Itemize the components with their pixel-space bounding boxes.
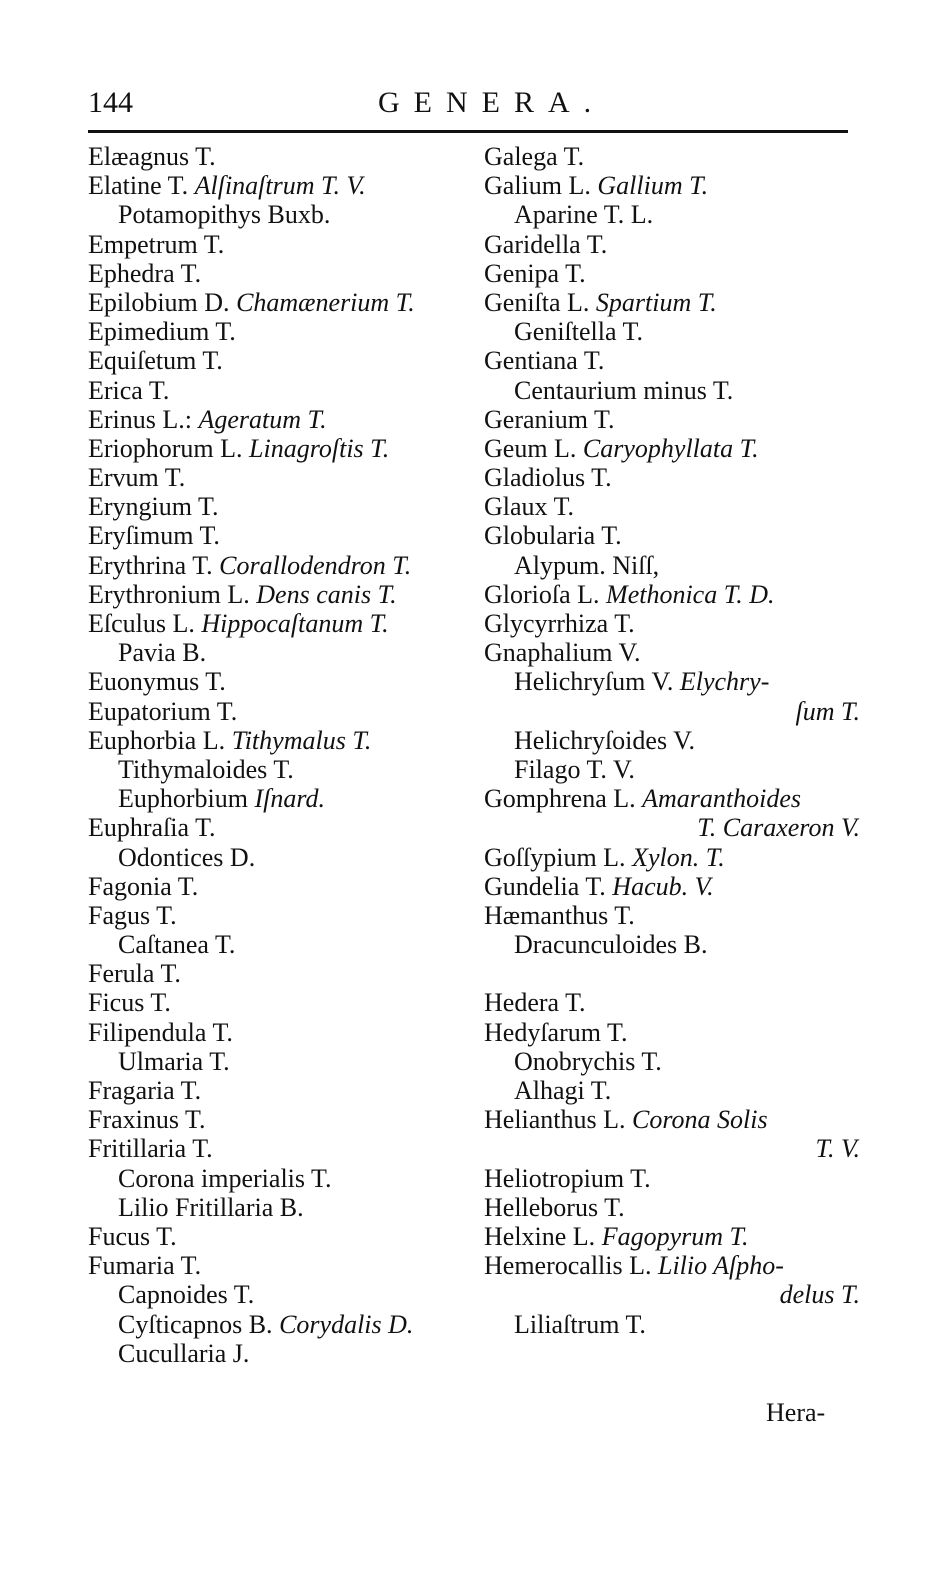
genus-name: Genipa T. xyxy=(484,258,586,288)
genus-entry xyxy=(484,609,864,638)
genus-name: Ferula T. xyxy=(88,959,181,989)
genus-name: Centaurium minus T. xyxy=(514,375,734,405)
page-header xyxy=(88,86,848,126)
genus-name: Alhagi T. xyxy=(514,1076,612,1105)
genus-name: Euphraſia T. xyxy=(88,813,216,843)
synonym-name: Xylon. T. xyxy=(632,842,725,872)
genus-name: Equiſetum T. xyxy=(88,346,223,376)
genus-entry xyxy=(88,346,473,375)
genus-name: Geranium T. xyxy=(484,404,615,434)
genus-entry xyxy=(88,609,473,638)
genus-name: Euonymus T. xyxy=(88,667,226,697)
genus-name: Gnaphalium V. xyxy=(484,638,641,668)
genus-name: Glorioſa L. xyxy=(484,579,600,609)
genus-name: Helxine L. xyxy=(484,1221,596,1251)
genus-entry xyxy=(484,959,864,988)
genus-entry xyxy=(88,1047,473,1076)
synonym-name: Hippocaſtanum T. xyxy=(201,609,389,638)
genus-name: Fraxinus T. xyxy=(88,1105,206,1135)
genus-name: Epimedium T. xyxy=(88,317,236,347)
genus-name: Onobrychis T. xyxy=(514,1046,662,1076)
genus-entry xyxy=(88,1310,473,1339)
genus-entry xyxy=(88,872,473,901)
genus-name: Epilobium D. xyxy=(88,287,230,317)
genus-name: Aparine T. L. xyxy=(514,200,654,230)
genus-name: Elatine T. xyxy=(88,171,189,201)
genus-name: Eryſimum T. xyxy=(88,521,220,551)
genus-entry xyxy=(88,142,473,171)
genus-name: Eſculus L. xyxy=(88,609,195,638)
genus-entry xyxy=(88,1222,473,1251)
genus-entry xyxy=(484,872,864,901)
genus-entry xyxy=(88,638,473,667)
left-column xyxy=(88,142,473,1368)
synonym-name: T. Caraxeron V. xyxy=(697,813,860,843)
genus-name: Eupatorium T. xyxy=(88,696,238,726)
genus-entry xyxy=(484,259,864,288)
genus-entry xyxy=(88,784,473,813)
genus-entry xyxy=(88,1339,473,1368)
genus-name: Gentiana T. xyxy=(484,346,605,376)
genus-entry xyxy=(484,667,864,696)
genus-entry xyxy=(88,726,473,755)
genus-name: Odontices D. xyxy=(118,842,256,872)
genus-entry xyxy=(484,638,864,667)
genus-entry xyxy=(484,230,864,259)
genus-entry xyxy=(88,317,473,346)
genus-entry xyxy=(88,551,473,580)
genus-name: Ephedra T. xyxy=(88,258,202,288)
genus-entry xyxy=(484,1076,864,1105)
genus-name: Liliaſtrum T. xyxy=(514,1309,646,1339)
genus-name: Filipendula T. xyxy=(88,1017,233,1047)
genus-entry xyxy=(484,405,864,434)
genus-entry xyxy=(88,667,473,696)
genus-name: Pavia B. xyxy=(118,638,207,668)
genus-entry xyxy=(484,930,864,959)
genus-name: Euphorbium xyxy=(118,784,248,814)
genus-entry xyxy=(484,726,864,755)
genus-name: Ficus T. xyxy=(88,988,171,1018)
synonym-name: Lilio Aſpho- xyxy=(658,1251,784,1281)
genus-entry xyxy=(484,551,864,580)
genus-entry xyxy=(484,1134,864,1163)
genus-name: Fragaria T. xyxy=(88,1076,202,1105)
genus-name: Corona imperialis T. xyxy=(118,1163,332,1193)
synonym-name: Iſnard. xyxy=(254,784,326,814)
genus-name: Eriophorum L. xyxy=(88,433,243,463)
genus-entry xyxy=(484,1164,864,1193)
genus-entry xyxy=(484,142,864,171)
genus-name: Helichryſum V. xyxy=(514,667,674,697)
genus-entry xyxy=(484,317,864,346)
genus-entry xyxy=(484,697,864,726)
catchword: Hera- xyxy=(766,1398,826,1427)
genus-entry xyxy=(88,492,473,521)
header-rule xyxy=(88,130,848,133)
genus-entry xyxy=(88,755,473,784)
synonym-name: delus T. xyxy=(779,1280,860,1310)
genus-entry xyxy=(88,376,473,405)
genus-entry xyxy=(484,434,864,463)
genus-entry xyxy=(88,405,473,434)
genus-entry xyxy=(484,1047,864,1076)
genus-entry xyxy=(484,1251,864,1280)
genus-name: Filago T. V. xyxy=(514,754,635,784)
genus-name: Gladiolus T. xyxy=(484,463,612,493)
genus-entry xyxy=(484,463,864,492)
genus-name: Lilio Fritillaria B. xyxy=(118,1192,304,1222)
genus-entry xyxy=(484,755,864,784)
genus-name: Helianthus L. xyxy=(484,1105,626,1135)
synonym-name: Ageratum T. xyxy=(198,404,327,434)
genus-entry xyxy=(484,1280,864,1309)
genus-name: Empetrum T. xyxy=(88,229,225,259)
genus-name: Goſſypium L. xyxy=(484,842,626,872)
genus-entry xyxy=(88,901,473,930)
synonym-name: Methonica T. D. xyxy=(606,579,775,609)
genus-name: Euphorbia L. xyxy=(88,725,226,755)
genus-entry xyxy=(88,1164,473,1193)
genus-name: Glaux T. xyxy=(484,492,575,522)
synonym-name: Tithymalus T. xyxy=(231,725,372,755)
synonym-name: Linagroſtis T. xyxy=(249,433,390,463)
right-column xyxy=(484,142,864,1339)
synonym-name: Elychry- xyxy=(679,667,770,697)
genus-entry xyxy=(88,288,473,317)
synonym-name: Alſinaſtrum T. V. xyxy=(194,171,366,201)
genus-entry xyxy=(88,930,473,959)
genus-entry xyxy=(88,171,473,200)
synonym-name: Amaranthoides xyxy=(642,784,802,814)
genus-name: Hemerocallis L. xyxy=(484,1251,652,1281)
synonym-name: Chamænerium T. xyxy=(236,287,415,317)
synonym-name: Corona Solis xyxy=(632,1105,768,1135)
genus-name: Garidella T. xyxy=(484,229,608,259)
synonym-name: Corallodendron T. xyxy=(219,550,412,580)
genus-entry xyxy=(88,434,473,463)
genus-entry xyxy=(88,1251,473,1280)
genus-entry xyxy=(484,288,864,317)
genus-name: Fagonia T. xyxy=(88,871,199,901)
genus-entry xyxy=(88,1280,473,1309)
genus-entry xyxy=(484,171,864,200)
synonym-name: Corydalis D. xyxy=(279,1309,414,1339)
genus-entry xyxy=(88,1134,473,1163)
genus-entry xyxy=(484,200,864,229)
genus-name: Erinus L.: xyxy=(88,404,192,434)
genus-entry xyxy=(484,1018,864,1047)
genus-name: Helleborus T. xyxy=(484,1192,625,1222)
genus-name: Cyſticapnos B. xyxy=(118,1309,273,1339)
genus-entry xyxy=(88,988,473,1017)
synonym-name: Gallium T. xyxy=(597,171,709,201)
genus-name: Caſtanea T. xyxy=(118,930,236,960)
genus-name: Ulmaria T. xyxy=(118,1046,230,1076)
genus-entry xyxy=(88,1018,473,1047)
genus-name: Eryngium T. xyxy=(88,492,219,522)
synonym-name: Dens canis T. xyxy=(256,579,397,609)
synonym-name: ſum T. xyxy=(795,696,860,726)
synonym-name: Hacub. V. xyxy=(612,871,714,901)
genus-name: Fritillaria T. xyxy=(88,1134,213,1164)
genus-name: Erica T. xyxy=(88,375,170,405)
genus-entry xyxy=(88,200,473,229)
genus-name: Alypum. Niſſ, xyxy=(514,550,660,580)
genus-entry xyxy=(88,1193,473,1222)
genus-entry xyxy=(484,580,864,609)
genus-entry xyxy=(88,1076,473,1105)
genus-name: Hedyſarum T. xyxy=(484,1017,628,1047)
genus-name: Elæagnus T. xyxy=(88,142,216,171)
genus-name: Galium L. xyxy=(484,171,591,201)
genus-name: Galega T. xyxy=(484,142,585,171)
genus-entry xyxy=(88,580,473,609)
genus-entry xyxy=(484,376,864,405)
genus-entry xyxy=(484,843,864,872)
synonym-name: Spartium T. xyxy=(595,287,717,317)
genus-entry xyxy=(88,521,473,550)
genus-entry xyxy=(88,959,473,988)
genus-name: Helichryſoides V. xyxy=(514,725,696,755)
genus-entry xyxy=(88,259,473,288)
running-head: GENERA. xyxy=(378,86,606,119)
genus-name: Gomphrena L. xyxy=(484,784,636,814)
genus-name: Fumaria T. xyxy=(88,1251,202,1281)
page-number: 144 xyxy=(88,86,133,119)
genus-entry xyxy=(484,521,864,550)
genus-name: Erythrina T. xyxy=(88,550,213,580)
genus-name: Tithymaloides T. xyxy=(118,754,294,784)
genus-entry xyxy=(484,813,864,842)
synonym-name: Caryophyllata T. xyxy=(582,433,759,463)
genus-entry xyxy=(88,463,473,492)
genus-name: Potamopithys Buxb. xyxy=(118,200,331,230)
genus-entry xyxy=(88,230,473,259)
genus-entry xyxy=(88,843,473,872)
synonym-name: T. V. xyxy=(815,1134,860,1164)
genus-entry xyxy=(88,697,473,726)
genus-name: Gundelia T. xyxy=(484,871,606,901)
genus-entry xyxy=(484,784,864,813)
genus-name: Globularia T. xyxy=(484,521,622,551)
synonym-name: Fagopyrum T. xyxy=(601,1221,749,1251)
genus-entry xyxy=(88,813,473,842)
genus-entry xyxy=(484,492,864,521)
genus-entry xyxy=(484,988,864,1017)
genus-name: Fagus T. xyxy=(88,900,177,930)
genus-name: Capnoides T. xyxy=(118,1280,255,1310)
genus-name: Fucus T. xyxy=(88,1221,177,1251)
genus-name: Ervum T. xyxy=(88,463,186,493)
genus-name: Hedera T. xyxy=(484,988,586,1018)
genus-name: Geniſta L. xyxy=(484,287,590,317)
genus-name: Hæmanthus T. xyxy=(484,900,635,930)
genus-entry xyxy=(484,1193,864,1222)
genus-entry xyxy=(484,901,864,930)
genus-entry xyxy=(484,346,864,375)
genus-name: Heliotropium T. xyxy=(484,1163,651,1193)
genus-entry xyxy=(484,1222,864,1251)
genus-entry xyxy=(88,1105,473,1134)
genus-name: Erythronium L. xyxy=(88,579,250,609)
genus-name: Geniſtella T. xyxy=(514,317,643,347)
genus-name: Geum L. xyxy=(484,433,577,463)
genus-name: Glycyrrhiza T. xyxy=(484,609,635,638)
genus-name: Cucullaria J. xyxy=(118,1338,250,1368)
genus-name: Dracunculoides B. xyxy=(514,930,708,960)
genus-entry xyxy=(484,1105,864,1134)
genus-entry xyxy=(484,1310,864,1339)
